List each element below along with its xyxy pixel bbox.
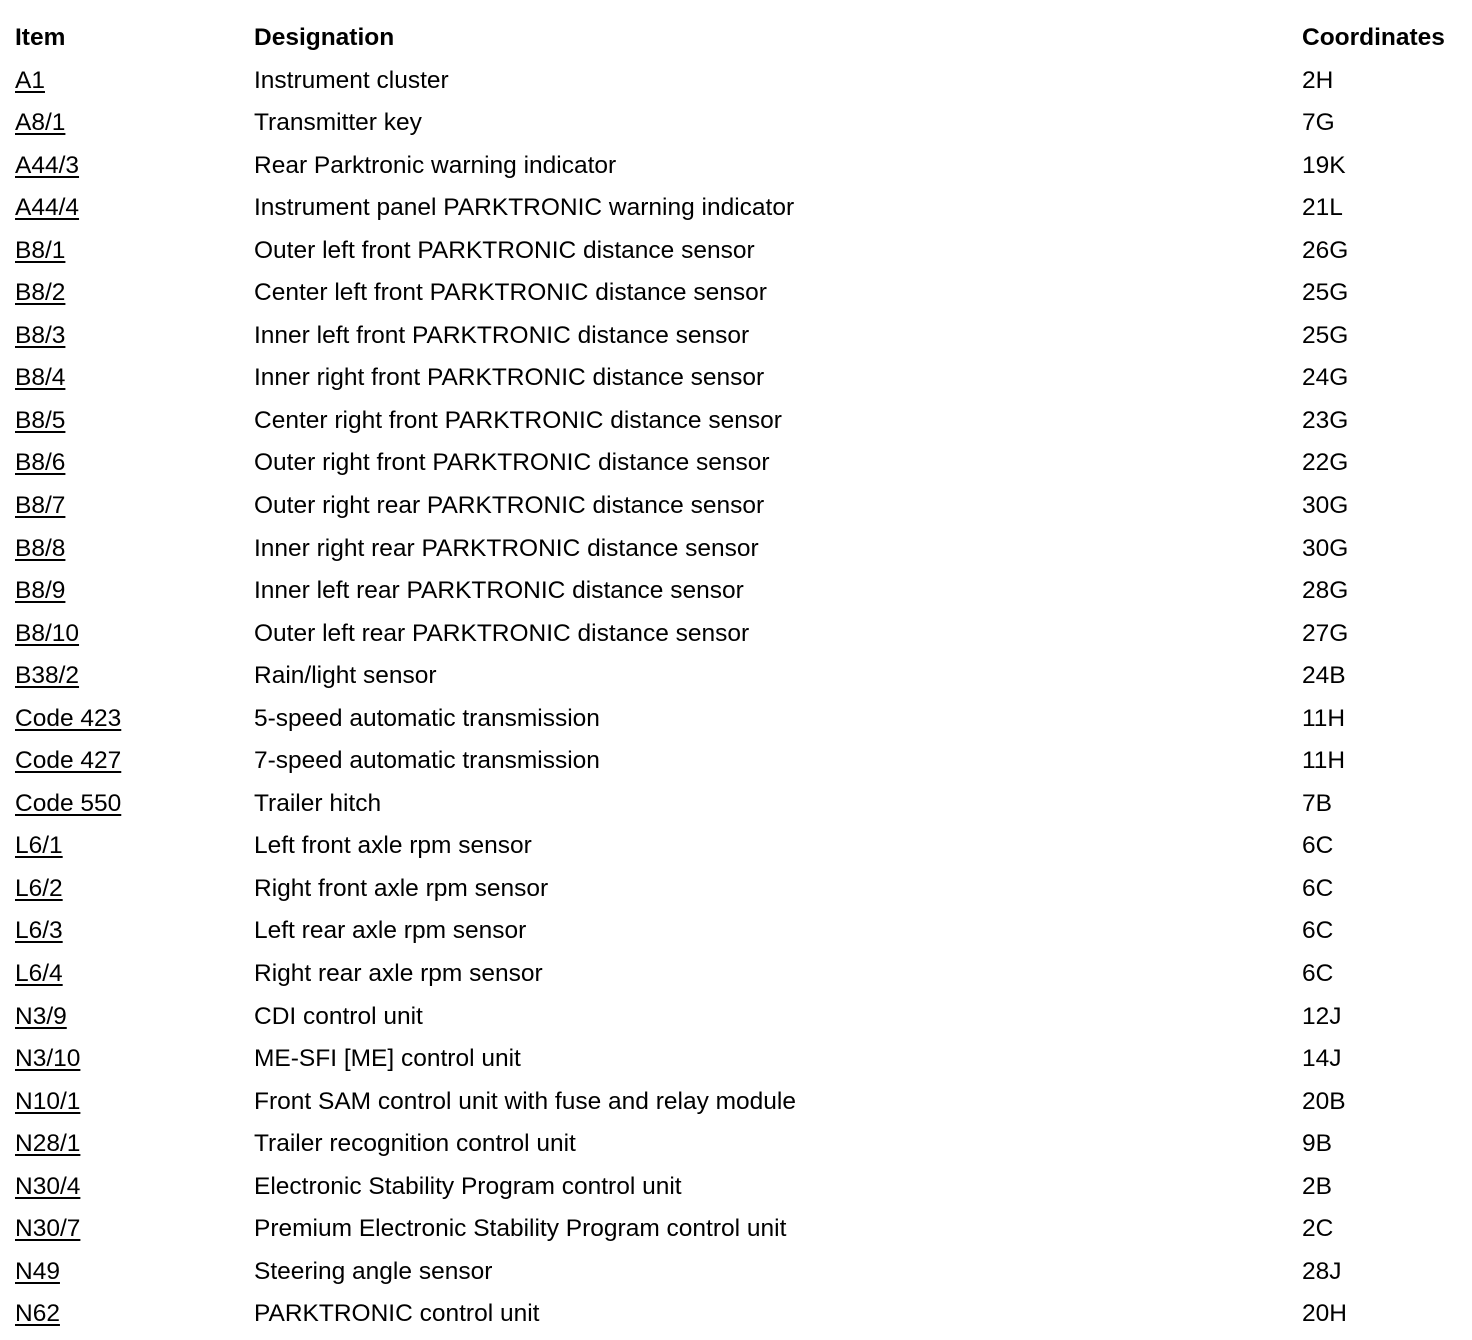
item-link[interactable]: N3/9 — [15, 1002, 67, 1030]
header-item: Item — [15, 24, 66, 51]
item-link[interactable]: B8/8 — [15, 534, 66, 562]
designation-text: Outer right rear PARKTRONIC distance sensor — [254, 492, 765, 520]
coordinate-text: 2H — [1302, 66, 1334, 94]
designation-text: Left rear axle rpm sensor — [254, 917, 527, 945]
coordinate-text: 2C — [1302, 1215, 1334, 1243]
item-link[interactable]: B8/5 — [15, 406, 66, 434]
table-row — [0, 1123, 1472, 1166]
table-row — [0, 783, 1472, 826]
designation-text: Center right front PARKTRONIC distance sensor — [254, 406, 782, 434]
table-row — [0, 1293, 1472, 1336]
designation-text: Inner left rear PARKTRONIC distance sensor — [254, 577, 744, 605]
item-link[interactable]: Code 550 — [15, 789, 122, 817]
table-row — [0, 570, 1472, 613]
coordinate-text: 6C — [1302, 960, 1334, 988]
coordinate-text: 21L — [1302, 194, 1343, 222]
coordinate-text: 24G — [1302, 364, 1349, 392]
coordinate-text: 23G — [1302, 406, 1349, 434]
item-link[interactable]: B8/6 — [15, 449, 66, 477]
item-link[interactable]: L6/2 — [15, 874, 63, 902]
table-row — [0, 698, 1472, 741]
designation-text: Inner right front PARKTRONIC distance sensor — [254, 364, 765, 392]
designation-text: Steering angle sensor — [254, 1257, 493, 1285]
coordinate-text: 6C — [1302, 917, 1334, 945]
table-row — [0, 528, 1472, 571]
designation-text: Rear Parktronic warning indicator — [254, 151, 617, 179]
table-row — [0, 910, 1472, 953]
designation-text: Electronic Stability Program control unit — [254, 1172, 682, 1200]
item-link[interactable]: N49 — [15, 1257, 60, 1285]
table-row — [0, 1081, 1472, 1124]
item-link[interactable]: L6/4 — [15, 960, 63, 988]
item-link[interactable]: A1 — [15, 66, 45, 94]
coordinate-text: 28G — [1302, 577, 1349, 605]
designation-text: ME-SFI [ME] control unit — [254, 1045, 521, 1073]
item-link[interactable]: B8/3 — [15, 321, 66, 349]
designation-text: Inner right rear PARKTRONIC distance sensor — [254, 534, 759, 562]
table-row — [0, 953, 1472, 996]
table-row — [0, 187, 1472, 230]
item-link[interactable]: N30/4 — [15, 1172, 81, 1200]
header-designation: Designation — [254, 24, 395, 51]
table-row — [0, 442, 1472, 485]
item-link[interactable]: L6/3 — [15, 917, 63, 945]
item-link[interactable]: Code 427 — [15, 747, 122, 775]
item-link[interactable]: B8/4 — [15, 364, 66, 392]
designation-text: Inner left front PARKTRONIC distance sensor — [254, 321, 750, 349]
coordinate-text: 9B — [1302, 1130, 1332, 1158]
designation-text: Instrument cluster — [254, 66, 449, 94]
designation-text: Trailer hitch — [254, 789, 382, 817]
coordinate-text: 12J — [1302, 1002, 1342, 1030]
table-row — [0, 230, 1472, 273]
coordinate-text: 14J — [1302, 1045, 1342, 1073]
designation-text: Premium Electronic Stability Program control unit — [254, 1215, 787, 1243]
designation-text: Outer left rear PARKTRONIC distance sensor — [254, 619, 750, 647]
coordinate-text: 11H — [1302, 704, 1346, 732]
item-link[interactable]: N62 — [15, 1300, 60, 1328]
item-link[interactable]: B8/10 — [15, 619, 80, 647]
designation-text: Outer left front PARKTRONIC distance sensor — [254, 236, 755, 264]
coordinate-text: 30G — [1302, 534, 1349, 562]
table-row — [0, 400, 1472, 443]
table-row — [0, 60, 1472, 103]
coordinate-text: 6C — [1302, 832, 1334, 860]
designation-text: Outer right front PARKTRONIC distance sensor — [254, 449, 770, 477]
designation-text: Front SAM control unit with fuse and relay module — [254, 1087, 796, 1115]
coordinate-text: 19K — [1302, 151, 1346, 179]
designation-text: Left front axle rpm sensor — [254, 832, 532, 860]
designation-text: PARKTRONIC control unit — [254, 1300, 540, 1328]
table-row — [0, 272, 1472, 315]
designation-text: Transmitter key — [254, 109, 422, 137]
table-row — [0, 655, 1472, 698]
designation-text: Right front axle rpm sensor — [254, 874, 549, 902]
coordinate-text: 27G — [1302, 619, 1349, 647]
coordinate-text: 26G — [1302, 236, 1349, 264]
coordinate-text: 28J — [1302, 1257, 1342, 1285]
header-coordinates: Coordinates — [1302, 24, 1445, 51]
item-link[interactable]: A44/4 — [15, 194, 80, 222]
table-body — [0, 60, 1472, 1336]
coordinate-text: 25G — [1302, 321, 1349, 349]
coordinate-text: 11H — [1302, 747, 1346, 775]
coordinate-text: 24B — [1302, 662, 1346, 690]
table-row — [0, 1251, 1472, 1294]
item-link[interactable]: B8/9 — [15, 577, 66, 605]
designation-text: Right rear axle rpm sensor — [254, 960, 543, 988]
designation-text: Center left front PARKTRONIC distance sensor — [254, 279, 767, 307]
item-link[interactable]: B8/1 — [15, 236, 66, 264]
designation-text: Rain/light sensor — [254, 662, 437, 690]
table-row — [0, 613, 1472, 656]
item-link[interactable]: Code 423 — [15, 704, 122, 732]
table-row — [0, 1208, 1472, 1251]
item-link[interactable]: L6/1 — [15, 832, 63, 860]
coordinate-text: 2B — [1302, 1172, 1332, 1200]
table-row — [0, 825, 1472, 868]
table-row — [0, 357, 1472, 400]
coordinate-text: 7B — [1302, 789, 1332, 817]
table-row — [0, 315, 1472, 358]
designation-text: Trailer recognition control unit — [254, 1130, 576, 1158]
table-row — [0, 145, 1472, 188]
coordinate-text: 22G — [1302, 449, 1349, 477]
item-link[interactable]: B38/2 — [15, 662, 80, 690]
table-row — [0, 102, 1472, 145]
coordinate-text: 20H — [1302, 1300, 1347, 1328]
item-link[interactable]: B8/2 — [15, 279, 66, 307]
designation-text: Instrument panel PARKTRONIC warning indicator — [254, 194, 795, 222]
item-link[interactable]: N3/10 — [15, 1045, 81, 1073]
table-row — [0, 1038, 1472, 1081]
table-row — [0, 996, 1472, 1039]
coordinate-text: 7G — [1302, 109, 1335, 137]
table-header-row — [0, 17, 1472, 60]
component-legend-table — [0, 17, 1472, 1336]
table-row — [0, 1166, 1472, 1209]
item-link[interactable]: A8/1 — [15, 109, 66, 137]
coordinate-text: 25G — [1302, 279, 1349, 307]
coordinate-text: 30G — [1302, 492, 1349, 520]
coordinate-text: 20B — [1302, 1087, 1346, 1115]
item-link[interactable]: B8/7 — [15, 492, 66, 520]
table-row — [0, 868, 1472, 911]
designation-text: 7-speed automatic transmission — [254, 747, 600, 775]
item-link[interactable]: N30/7 — [15, 1215, 81, 1243]
item-link[interactable]: N10/1 — [15, 1087, 81, 1115]
designation-text: 5-speed automatic transmission — [254, 704, 600, 732]
table-row — [0, 740, 1472, 783]
item-link[interactable]: A44/3 — [15, 151, 80, 179]
designation-text: CDI control unit — [254, 1002, 423, 1030]
item-link[interactable]: N28/1 — [15, 1130, 81, 1158]
table-row — [0, 485, 1472, 528]
coordinate-text: 6C — [1302, 874, 1334, 902]
